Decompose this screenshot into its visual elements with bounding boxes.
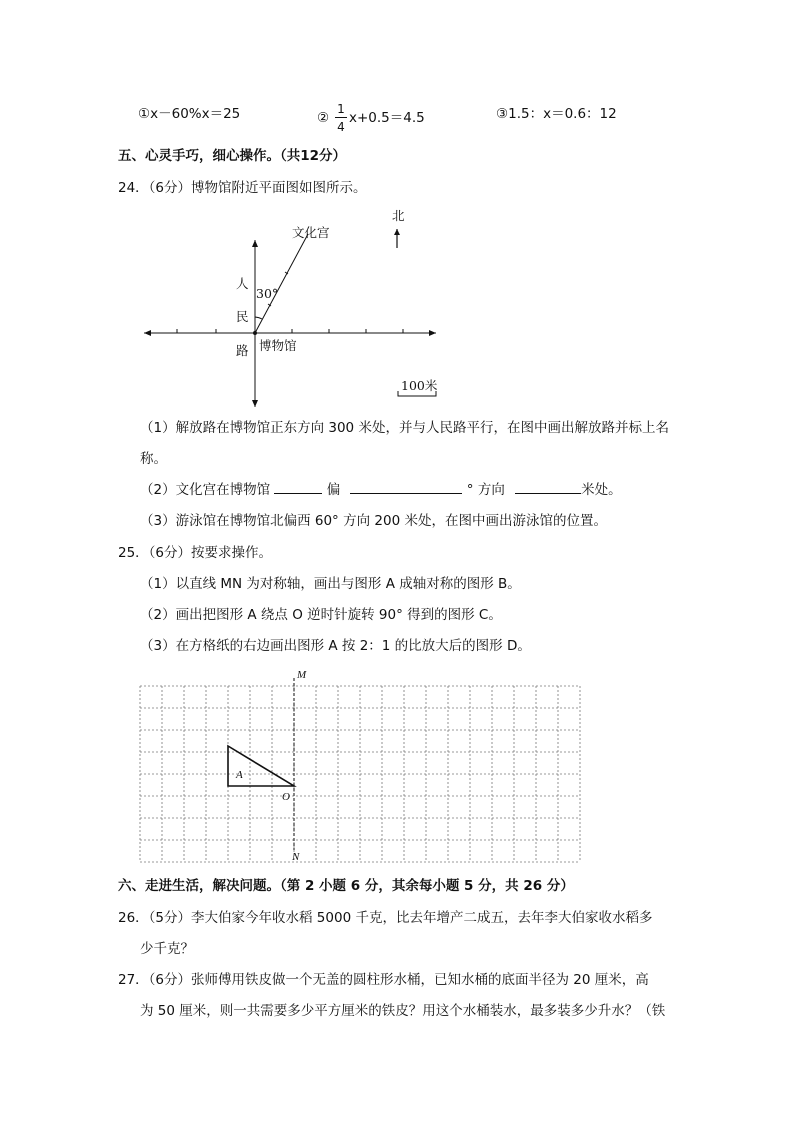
- section6-heading: 六、走进生活，解决问题。（第 2 小题 6 分，其余每小题 5 分，共 26 分）: [118, 878, 574, 894]
- axis-arrow-south-icon: [252, 400, 258, 407]
- q24-stem: 24．（6分）博物馆附近平面图如图所示。: [118, 180, 367, 196]
- q24-p2-c: ° 方向: [466, 482, 505, 498]
- equation-1: [138, 108, 240, 122]
- angle-label: 30°: [256, 286, 279, 301]
- section5-heading: 五、心灵手巧，细心操作。（共12分）: [118, 148, 347, 164]
- q24-part3: （3）游泳馆在博物馆北偏西 60° 方向 200 米处，在图中画出游泳馆的位置。: [140, 513, 607, 529]
- fraction-bar: [335, 117, 347, 118]
- q25-stem: 25．（6分）按要求操作。: [118, 545, 273, 561]
- axis-arrow-east-icon: [429, 330, 436, 336]
- q24-p2-b: 偏: [326, 482, 341, 498]
- palace-direction-ray: [255, 234, 308, 333]
- q25-part1: （1）以直线 MN 为对称轴，画出与图形 A 成轴对称的图形 B。: [140, 576, 521, 592]
- q24-p2-a: （2）文化宫在博物馆: [140, 482, 271, 498]
- q24-part1-line2: 称。: [140, 451, 167, 467]
- eq1-mark: ①: [138, 106, 151, 122]
- road-char-3: 路: [236, 343, 249, 358]
- road-char-2: 民: [236, 309, 249, 324]
- q24-part1-line1: （1）解放路在博物馆正东方向 300 米处，并与人民路平行，在图中画出解放路并标上名: [140, 420, 669, 436]
- axis-arrow-west-icon: [144, 330, 151, 336]
- scale-label: 100米: [401, 378, 438, 393]
- square-grid-figure: [130, 668, 590, 868]
- q24-p2-d: 米处。: [581, 482, 622, 498]
- q26-line2: 少千克？: [140, 941, 194, 957]
- eq2-denominator: 4: [337, 120, 345, 134]
- north-label: 北: [392, 208, 405, 223]
- eq3-text: 1.5：x＝0.6：12: [508, 106, 617, 122]
- axis-ticks: [177, 329, 403, 333]
- eq2-mark: ②: [317, 110, 330, 126]
- museum-point: [253, 331, 257, 335]
- label-a: A: [236, 769, 243, 781]
- distance-blank[interactable]: [515, 492, 581, 494]
- q25-part2: （2）画出把图形 A 绕点 O 逆时针旋转 90° 得到的图形 C。: [140, 607, 502, 623]
- palace-label: 文化宫: [292, 225, 330, 240]
- grid-lines: [140, 686, 580, 862]
- angle-blank[interactable]: [350, 492, 462, 494]
- label-o: O: [282, 791, 290, 803]
- museum-label: 博物馆: [259, 338, 297, 353]
- eq3-mark: ③: [496, 106, 509, 122]
- q26-line1: 26．（5分）李大伯家今年收水稻 5000 千克，比去年增产二成五，去年李大伯家收水稻多: [118, 910, 653, 926]
- label-m: M: [297, 669, 307, 681]
- angle-arc: [255, 317, 262, 319]
- q27-line2: 为 50 厘米，则一共需要多少平方厘米的铁皮？用这个水桶装水，最多装多少升水？（铁: [140, 1003, 666, 1019]
- q24-part2: [140, 484, 622, 498]
- eq1-text: x－60%x＝25: [150, 106, 241, 122]
- q25-part3: （3）在方格纸的右边画出图形 A 按 2：1 的比放大后的图形 D。: [140, 638, 531, 654]
- road-char-1: 人: [236, 276, 249, 291]
- label-n: N: [292, 851, 300, 863]
- museum-map: [130, 200, 450, 410]
- q27-line1: 27．（6分）张师傅用铁皮做一个无盖的圆柱形水桶，已知水桶的底面半径为 20 厘米，高: [118, 972, 649, 988]
- eq2-text: x+0.5＝4.5: [349, 110, 425, 126]
- direction-blank[interactable]: [274, 492, 322, 494]
- equation-3: [496, 108, 617, 122]
- axis-arrow-north-icon: [252, 240, 258, 247]
- eq2-numerator: 1: [337, 102, 345, 116]
